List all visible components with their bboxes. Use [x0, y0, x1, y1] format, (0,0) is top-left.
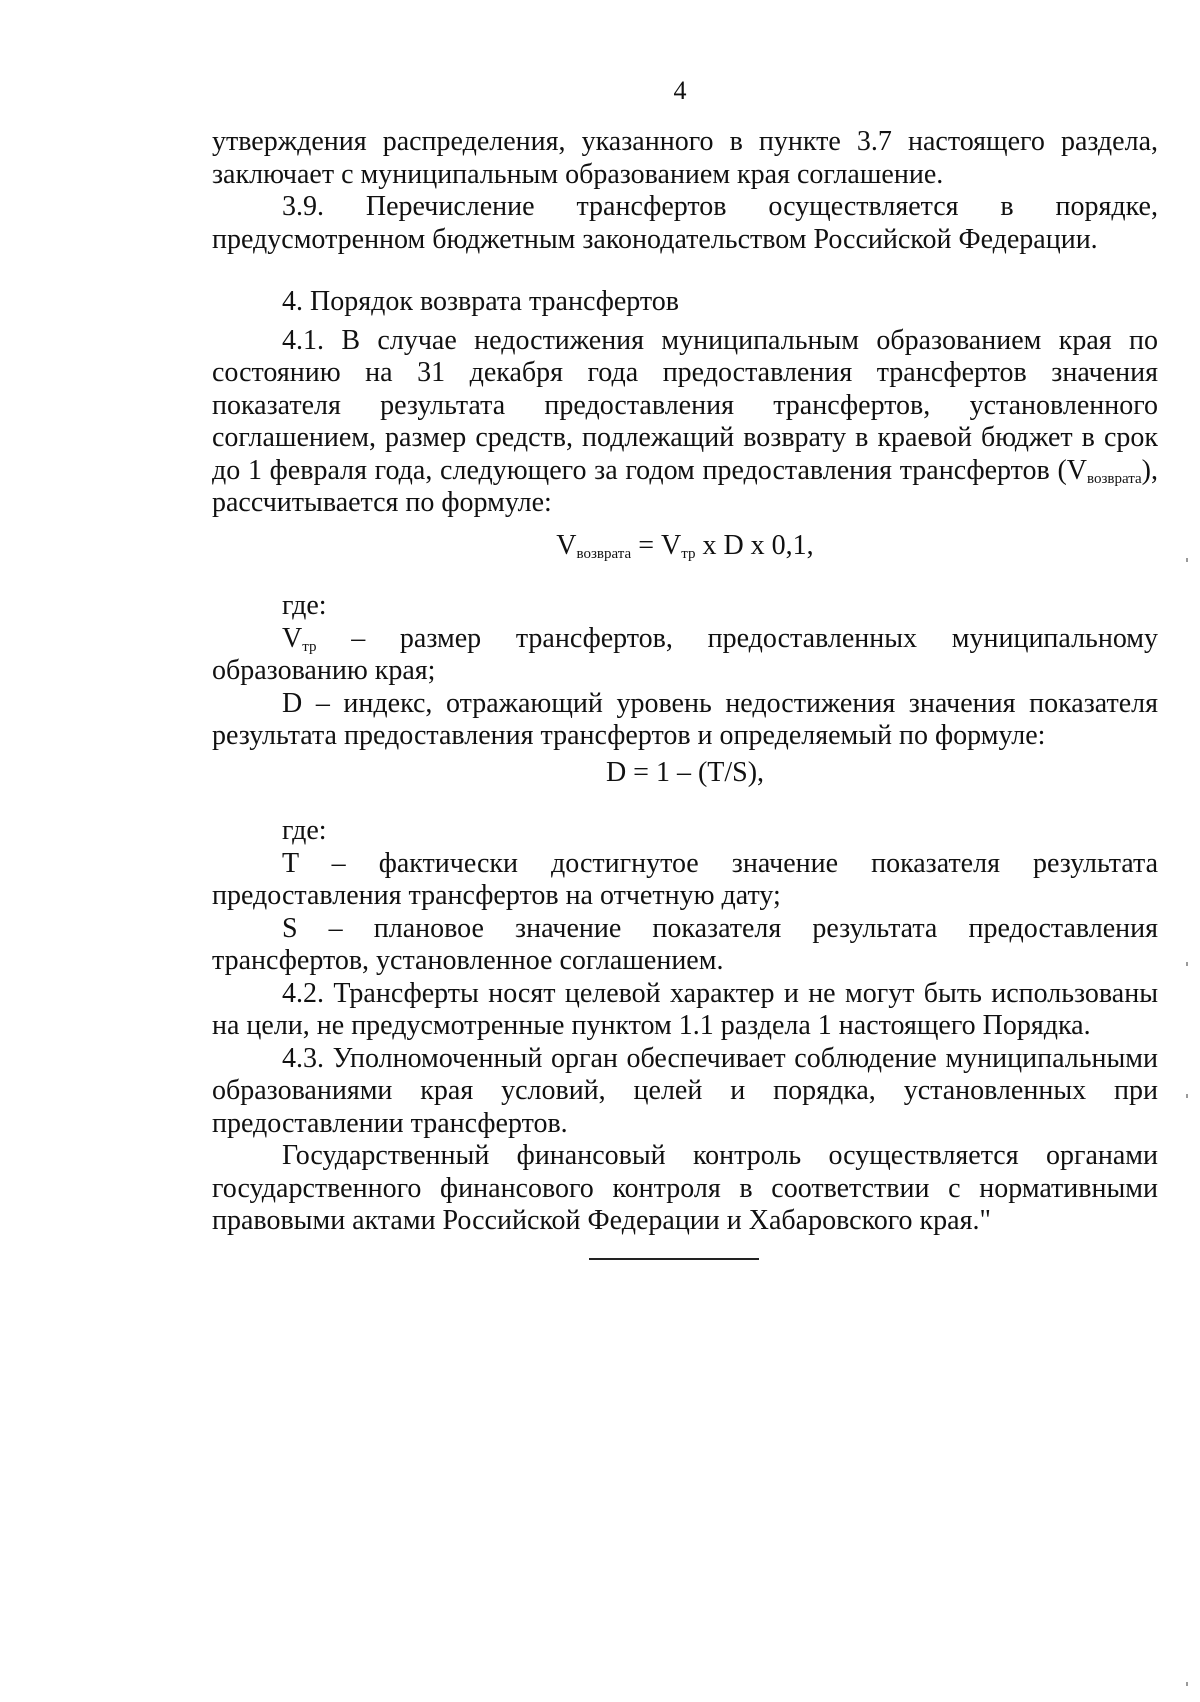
formula-v-vozvrata — [212, 530, 1158, 563]
formula-d: D = 1 – (T/S), — [605, 756, 765, 788]
subscript-vozvrata: возврата — [1087, 470, 1142, 487]
formula-sub-tr: тр — [681, 545, 696, 562]
scan-artifact — [1186, 558, 1188, 562]
definition-vtr — [212, 623, 1158, 688]
scan-artifact — [1186, 1094, 1188, 1098]
vtr-sub: тр — [302, 638, 317, 655]
page-number: 4 — [673, 76, 687, 105]
paragraph-4-1-text: 4.1. В случае недостижения муниципальным образованием края по состоянию на 31 декабря года предоставления трансфертов значения показателя результата предоставления трансфертов, установленного соглашением, размер средств, подлежащий возврату в краевой бюджет в срок до 1 февраля года, следующего за годом предоставления трансфертов (V — [212, 324, 1158, 486]
paragraph-4-2: 4.2. Трансферты носят целевой характер и не могут быть использованы на цели, не предусмотренные пунктом 1.1 раздела 1 настоящего Порядка. — [212, 977, 1158, 1041]
formula-sub-vozvrata: возврата — [576, 545, 632, 562]
formula-equals-v: = V — [631, 529, 682, 561]
formula-v: V — [556, 529, 577, 561]
section-heading-4: 4. Порядок возврата трансфертов — [282, 286, 680, 317]
paragraph-4-3: 4.3. Уполномоченный орган обеспечивает соблюдение муниципальными образованиями края условий, целей и порядка, установленных при предоставлении трансфертов. — [212, 1042, 1158, 1139]
vtr-text: – размер трансфертов, предоставленных муниципальному образованию края; — [212, 622, 1158, 686]
definition-t: T – фактически достигнутое значение показателя результата предоставления трансфертов на отчетную дату; — [212, 847, 1158, 911]
paragraph-3-9: 3.9. Перечисление трансфертов осуществляется в порядке, предусмотренном бюджетным законодательством Российской Федерации. — [212, 191, 1158, 255]
end-separator-line — [589, 1258, 759, 1260]
scan-artifact — [1186, 1682, 1188, 1686]
formula-rest: x D x 0,1, — [695, 529, 814, 561]
paragraph-4-1 — [212, 325, 1158, 520]
where-label-1: где: — [282, 590, 327, 621]
vtr-v: V — [282, 622, 303, 654]
paragraph-continuation: утверждения распределения, указанного в пункте 3.7 настоящего раздела, заключает с муниципальным образованием края соглашение. — [212, 126, 1158, 190]
definition-s: S – плановое значение показателя результата предоставления трансфертов, установленное соглашением. — [212, 912, 1158, 976]
definition-d: D – индекс, отражающий уровень недостижения значения показателя результата предоставления трансфертов и определяемый по формуле: — [212, 687, 1158, 751]
where-label-2: где: — [282, 815, 327, 846]
scan-artifact — [1186, 962, 1188, 966]
paragraph-state-control: Государственный финансовый контроль осуществляется органами государственного финансового контроля в соответствии с нормативными правовыми актами Российской Федерации и Хабаровского края." — [212, 1140, 1158, 1236]
document-body — [212, 126, 1158, 1238]
paragraph-4-1-tail: ), рассчитывается по формуле: — [212, 454, 1158, 518]
